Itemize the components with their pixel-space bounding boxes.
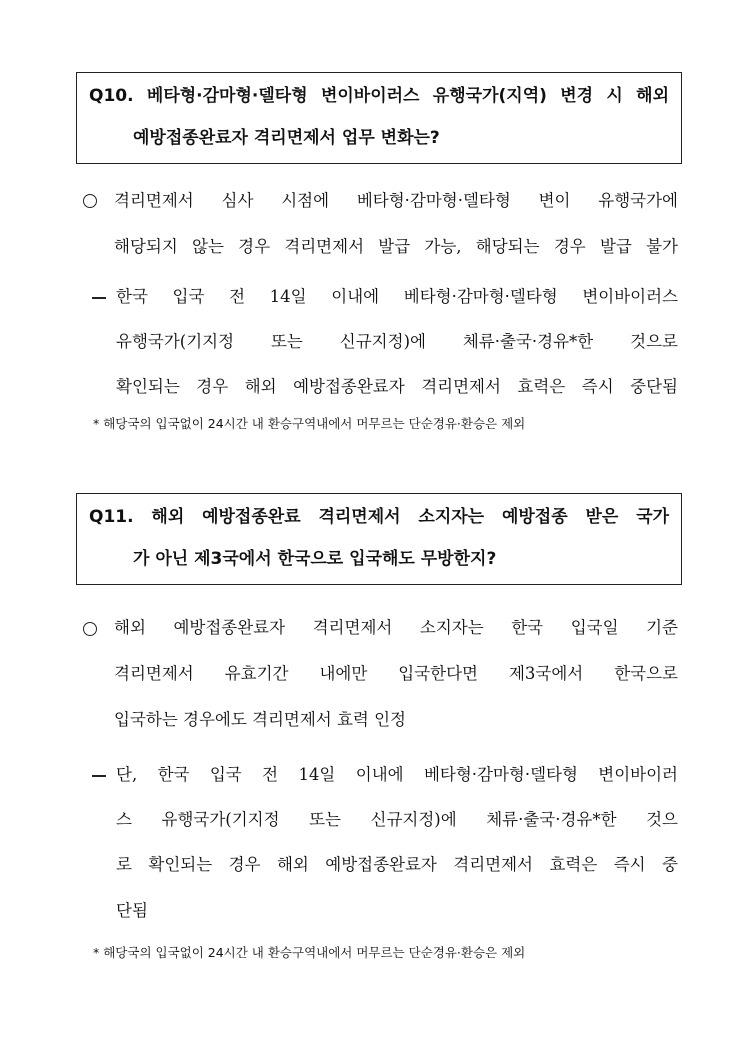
a11-bullet-line-3: 입국하는 경우에도 격리면제서 효력 인정 bbox=[114, 710, 406, 729]
a11-footnote: * 해당국의 입국없이 24시간 내 환승구역내에서 머무르는 단순경유·환승은 제외 bbox=[93, 945, 526, 960]
dash-bullet-icon bbox=[92, 297, 106, 299]
q11-question-box bbox=[76, 493, 682, 585]
a10-dash-line-1: 한국 입국 전 14일 이내에 베타형·감마형·델타형 변이바이러스 bbox=[116, 287, 678, 306]
a11-dash-line-4: 단됨 bbox=[116, 901, 148, 920]
q10-question-line-1: Q10. 베타형·감마형·델타형 변이바이러스 유행국가(지역) 변경 시 해외 bbox=[89, 86, 669, 106]
a11-dash-line-3: 로 확인되는 경우 해외 예방접종완료자 격리면제서 효력은 즉시 중 bbox=[116, 855, 678, 874]
a10-dash-line-3: 확인되는 경우 해외 예방접종완료자 격리면제서 효력은 즉시 중단됨 bbox=[116, 377, 678, 396]
circle-bullet-icon bbox=[83, 622, 97, 636]
a11-dash-line-2: 스 유행국가(기지정 또는 신규지정)에 체류·출국·경유*한 것으 bbox=[116, 810, 678, 829]
a10-footnote: * 해당국의 입국없이 24시간 내 환승구역내에서 머무르는 단순경유·환승은 제외 bbox=[93, 416, 526, 431]
a11-bullet-line-1: 해외 예방접종완료자 격리면제서 소지자는 한국 입국일 기준 bbox=[114, 618, 678, 637]
dash-bullet-icon bbox=[92, 775, 106, 777]
a10-dash-line-2: 유행국가(기지정 또는 신규지정)에 체류·출국·경유*한 것으로 bbox=[116, 332, 678, 351]
a11-bullet-line-2: 격리면제서 유효기간 내에만 입국한다면 제3국에서 한국으로 bbox=[114, 664, 678, 683]
q10-question-line-2: 예방접종완료자 격리면제서 업무 변화는? bbox=[133, 128, 440, 148]
a10-bullet-line-2: 해당되지 않는 경우 격리면제서 발급 가능, 해당되는 경우 발급 불가 bbox=[114, 237, 678, 256]
q11-question-line-1: Q11. 해외 예방접종완료 격리면제서 소지자는 예방접종 받은 국가 bbox=[89, 507, 669, 527]
circle-bullet-icon bbox=[83, 194, 97, 208]
a11-dash-line-1: 단, 한국 입국 전 14일 이내에 베타형·감마형·델타형 변이바이러 bbox=[116, 765, 678, 784]
q10-question-box bbox=[76, 72, 682, 164]
q11-question-line-2: 가 아닌 제3국에서 한국으로 입국해도 무방한지? bbox=[133, 549, 497, 569]
a10-bullet-line-1: 격리면제서 심사 시점에 베타형·감마형·델타형 변이 유행국가에 bbox=[114, 191, 678, 210]
